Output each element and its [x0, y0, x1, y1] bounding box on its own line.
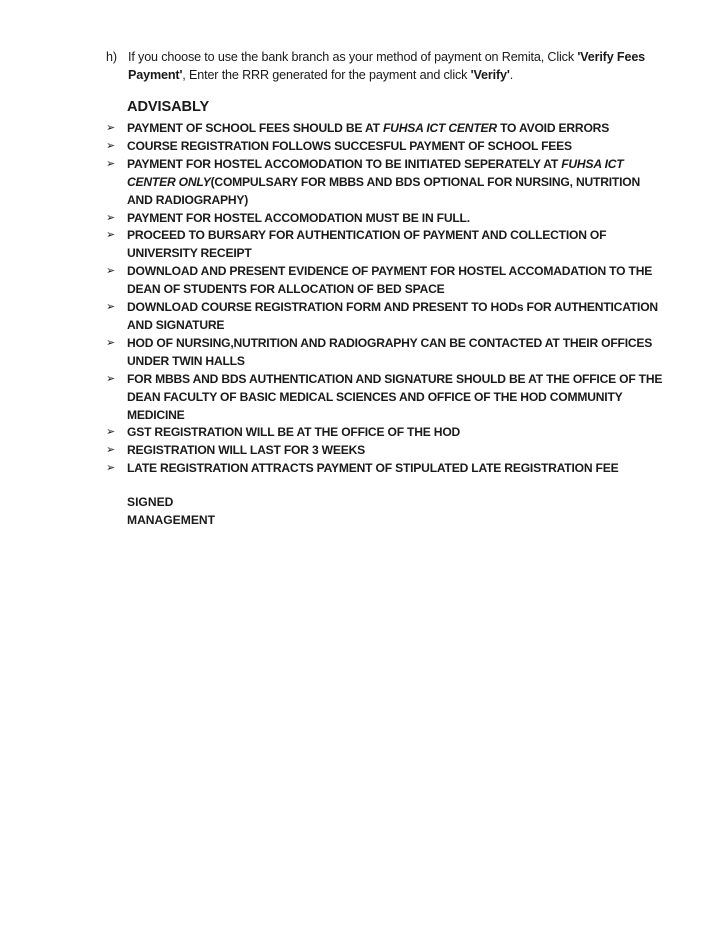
item-text: AND RADIOGRAPHY) — [127, 192, 249, 207]
item-emphasis: CENTER ONLY — [127, 174, 211, 189]
list-item — [106, 138, 666, 156]
item-text: LATE REGISTRATION ATTRACTS PAYMENT OF STIPULATED LATE REGISTRATION FEE — [127, 461, 619, 476]
list-item — [106, 299, 666, 335]
list-item — [106, 210, 666, 228]
step-text: If you choose to use the bank branch as your method of payment on Remita, Click — [128, 50, 578, 64]
item-emphasis: FUHSA ICT CENTER — [382, 121, 497, 135]
item-text: PROCEED TO BURSARY FOR AUTHENTICATION OF PAYMENT AND COLLECTION OF — [127, 228, 607, 243]
arrow-bullet-icon: ➢ — [106, 139, 116, 152]
item-text: AND SIGNATURE — [127, 317, 225, 332]
item-text: UNDER TWIN HALLS — [127, 353, 245, 368]
step-text-cont: , Enter the RRR generated for the payment and click — [182, 68, 471, 82]
verify-fees-label: 'Verify Fees — [577, 50, 646, 64]
arrow-bullet-icon: ➢ — [106, 229, 116, 242]
arrow-bullet-icon: ➢ — [106, 372, 116, 385]
item-emphasis: FUHSA ICT — [561, 156, 624, 171]
arrow-bullet-icon: ➢ — [106, 462, 116, 475]
item-text: DOWNLOAD AND PRESENT EVIDENCE OF PAYMENT FOR HOSTEL ACCOMADATION TO THE — [127, 264, 653, 279]
item-text: DOWNLOAD COURSE REGISTRATION FORM AND PRESENT TO HODs FOR AUTHENTICATION — [127, 300, 658, 315]
signature-block — [127, 493, 215, 529]
arrow-bullet-icon: ➢ — [106, 336, 116, 349]
step-text-end: . — [509, 68, 514, 82]
item-text: GST REGISTRATION WILL BE AT THE OFFICE OF THE HOD — [127, 425, 461, 440]
verify-label: 'Verify' — [470, 68, 510, 82]
section-heading: ADVISABLY — [127, 99, 210, 115]
list-item — [106, 263, 666, 299]
list-item — [106, 120, 666, 138]
advisory-list — [106, 120, 666, 478]
signed-label: SIGNED — [127, 495, 174, 509]
list-item — [106, 371, 666, 425]
item-text: DEAN FACULTY OF BASIC MEDICAL SCIENCES AND OFFICE OF THE HOD COMMUNITY — [127, 389, 623, 404]
list-item — [106, 460, 666, 478]
arrow-bullet-icon: ➢ — [106, 211, 116, 224]
item-text: TO AVOID ERRORS — [496, 121, 610, 135]
list-item — [106, 442, 666, 460]
arrow-bullet-icon: ➢ — [106, 122, 116, 134]
arrow-bullet-icon: ➢ — [106, 157, 116, 170]
item-text: PAYMENT FOR HOSTEL ACCOMODATION MUST BE IN FULL. — [127, 210, 470, 225]
item-text: PAYMENT FOR HOSTEL ACCOMODATION TO BE INITIATED SEPERATELY AT — [127, 156, 562, 171]
item-text: UNIVERSITY RECEIPT — [127, 246, 252, 261]
arrow-bullet-icon: ➢ — [106, 444, 116, 457]
item-text: MEDICINE — [127, 407, 185, 422]
item-text: REGISTRATION WILL LAST FOR 3 WEEKS — [127, 443, 365, 458]
step-marker: h) — [106, 50, 117, 64]
list-item — [106, 335, 666, 371]
instruction-step-h — [106, 48, 666, 84]
payment-label: Payment' — [128, 68, 183, 82]
item-text: COURSE REGISTRATION FOLLOWS SUCCESFUL PAYMENT OF SCHOOL FEES — [127, 138, 572, 153]
signatory-name: MANAGEMENT — [127, 513, 216, 527]
item-text: FOR MBBS AND BDS AUTHENTICATION AND SIGNATURE SHOULD BE AT THE OFFICE OF THE — [127, 371, 663, 386]
item-text: HOD OF NURSING,NUTRITION AND RADIOGRAPHY CAN BE CONTACTED AT THEIR OFFICES — [127, 335, 653, 350]
list-item — [106, 227, 666, 263]
arrow-bullet-icon: ➢ — [106, 426, 116, 439]
item-text: DEAN OF STUDENTS FOR ALLOCATION OF BED SPACE — [127, 282, 445, 297]
list-item — [106, 156, 666, 210]
arrow-bullet-icon: ➢ — [106, 301, 116, 314]
arrow-bullet-icon: ➢ — [106, 265, 116, 278]
list-item — [106, 424, 666, 442]
item-text: (COMPULSARY FOR MBBS AND BDS OPTIONAL FOR NURSING, NUTRITION — [210, 174, 640, 189]
item-text: PAYMENT OF SCHOOL FEES SHOULD BE AT — [127, 121, 383, 135]
